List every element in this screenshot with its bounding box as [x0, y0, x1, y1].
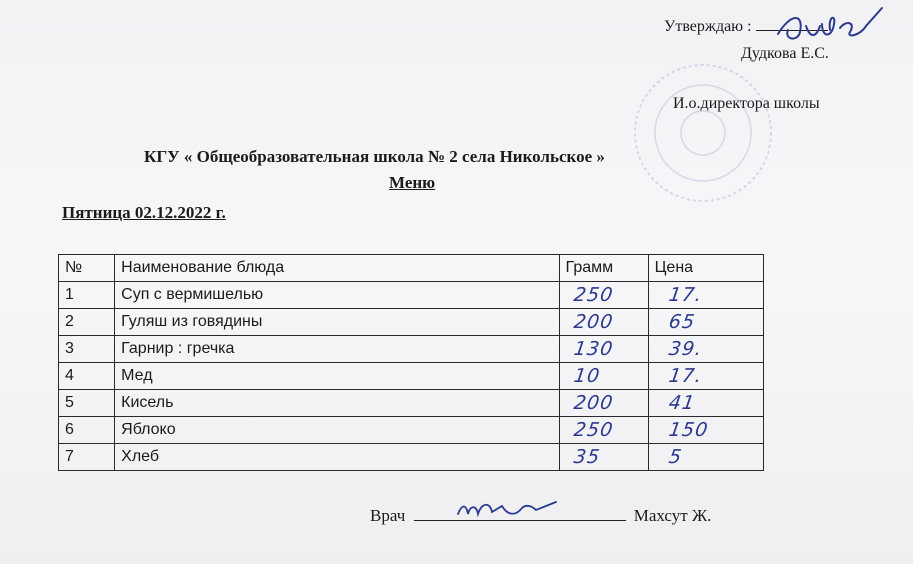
price-value: 39. — [667, 338, 704, 360]
price-value: 41 — [667, 392, 697, 414]
table-row — [59, 282, 764, 309]
price-cell — [648, 336, 763, 363]
row-number: 3 — [59, 336, 115, 363]
grams-value: 35 — [572, 446, 602, 468]
official-stamp — [618, 58, 788, 208]
grams-cell — [559, 390, 648, 417]
row-number: 1 — [59, 282, 115, 309]
doctor-name: Махсут Ж. — [633, 506, 712, 525]
doctor-signature-line — [370, 506, 711, 526]
doctor-label: Врач — [370, 506, 406, 525]
table-row — [59, 363, 764, 390]
column-header-number: № — [59, 255, 115, 282]
grams-value: 130 — [572, 338, 615, 360]
row-number: 4 — [59, 363, 115, 390]
approver-name: Дудкова Е.С. — [741, 45, 829, 62]
grams-value: 200 — [572, 311, 615, 333]
price-cell — [648, 390, 763, 417]
table-row — [59, 309, 764, 336]
document-title: Меню — [389, 173, 436, 192]
row-number: 5 — [59, 390, 115, 417]
grams-cell — [559, 363, 648, 390]
grams-cell — [559, 444, 648, 471]
dish-name: Суп с вермишелью — [115, 282, 559, 309]
column-header-price: Цена — [648, 255, 763, 282]
table-row — [59, 336, 764, 363]
price-value: 65 — [667, 311, 697, 333]
column-header-dish: Наименование блюда — [115, 255, 559, 282]
doctor-signature-underline — [414, 506, 626, 521]
dish-name: Кисель — [115, 390, 559, 417]
document-date: Пятница 02.12.2022 г. — [62, 203, 226, 222]
column-header-grams: Грамм — [559, 255, 648, 282]
approval-signature-line — [756, 18, 828, 31]
grams-value: 250 — [572, 419, 615, 441]
row-number: 2 — [59, 309, 115, 336]
dish-name: Гарнир : гречка — [115, 336, 559, 363]
table-row — [59, 417, 764, 444]
price-cell — [648, 309, 763, 336]
price-value: 17. — [667, 284, 704, 306]
price-value: 150 — [667, 419, 710, 441]
grams-cell — [559, 336, 648, 363]
row-number: 6 — [59, 417, 115, 444]
grams-cell — [559, 282, 648, 309]
dish-name: Мед — [115, 363, 559, 390]
grams-value: 250 — [572, 284, 615, 306]
grams-cell — [559, 417, 648, 444]
table-row — [59, 390, 764, 417]
table-header-row — [59, 255, 764, 282]
price-cell — [648, 282, 763, 309]
price-cell — [648, 444, 763, 471]
price-cell — [648, 417, 763, 444]
school-name: КГУ « Общеобразовательная школа № 2 села Никольское » — [144, 147, 605, 166]
approval-line — [664, 18, 828, 36]
row-number: 7 — [59, 444, 115, 471]
approve-label: Утверждаю : — [664, 18, 752, 35]
grams-value: 200 — [572, 392, 615, 414]
grams-cell — [559, 309, 648, 336]
price-value: 5 — [667, 446, 684, 468]
grams-value: 10 — [572, 365, 602, 387]
table-row — [59, 444, 764, 471]
price-cell — [648, 363, 763, 390]
dish-name: Яблоко — [115, 417, 559, 444]
price-value: 17. — [667, 365, 704, 387]
dish-name: Хлеб — [115, 444, 559, 471]
dish-name: Гуляш из говядины — [115, 309, 559, 336]
approver-position: И.о.директора школы — [673, 95, 820, 112]
menu-table — [58, 254, 764, 471]
